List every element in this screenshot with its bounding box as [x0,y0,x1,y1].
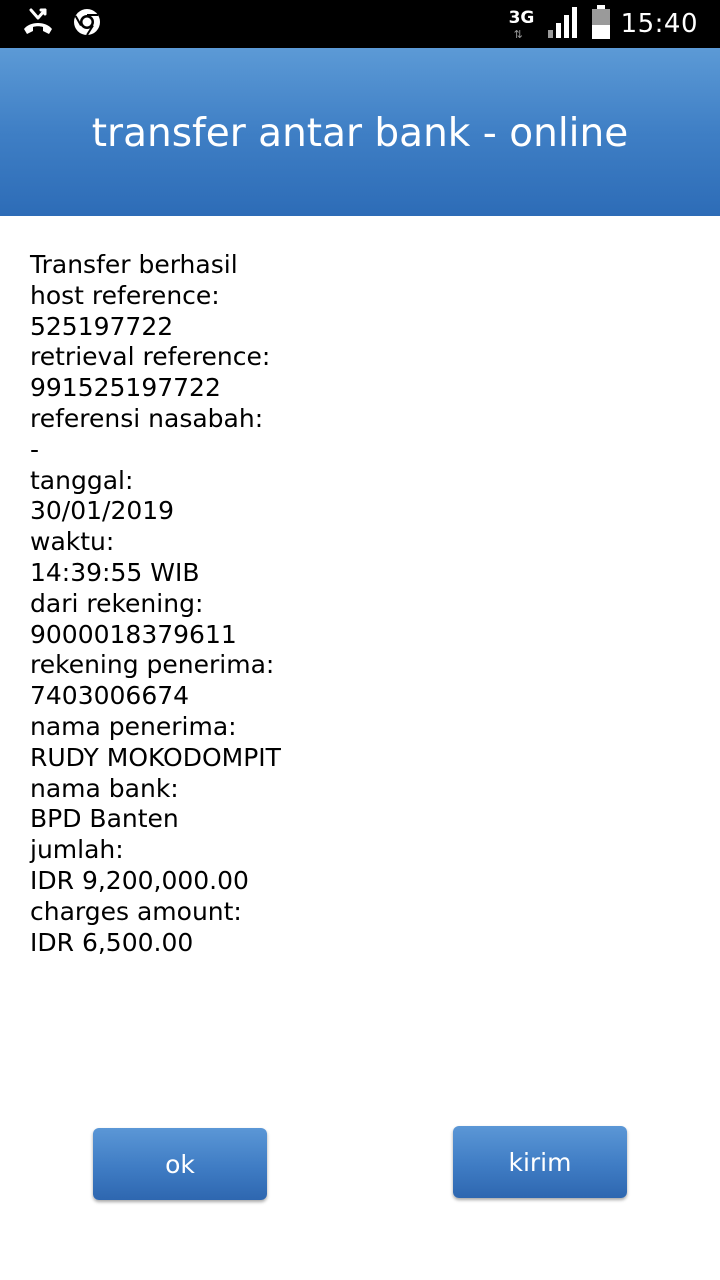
receipt-line: 30/01/2019 [30,496,175,526]
receipt-line: IDR 9,200,000.00 [30,865,249,895]
receipt-line: dari rekening: [30,588,204,618]
network-type [509,6,537,42]
receipt-line: 9000018379611 [30,619,237,649]
transfer-receipt [30,250,690,958]
ok-button[interactable]: ok [93,1128,267,1200]
receipt-line: Transfer berhasil [30,250,238,279]
receipt-line: charges amount: [30,896,242,926]
receipt-line: nama bank: [30,773,179,803]
receipt-line: 14:39:55 WIB [30,557,200,587]
receipt-line: 991525197722 [30,373,221,403]
receipt-line: retrieval reference: [30,342,271,372]
notification-icons [22,6,102,42]
receipt-line: tanggal: [30,465,134,495]
receipt-line: referensi nasabah: [30,403,264,433]
receipt-line: RUDY MOKODOMPIT [30,742,281,772]
missed-call-icon [22,7,54,41]
receipt-line: host reference: [30,280,220,310]
system-indicators [509,4,698,44]
receipt-line: nama penerima: [30,711,237,741]
status-bar [0,0,720,48]
clock: 15:40 [620,9,698,39]
receipt-line: 7403006674 [30,681,190,711]
kirim-button[interactable]: kirim [453,1126,627,1198]
signal-icon [547,6,581,42]
receipt-line: jumlah: [30,835,124,865]
receipt-line: rekening penerima: [30,650,275,680]
page-title: transfer antar bank - online [91,110,629,156]
receipt-line: IDR 6,500.00 [30,927,194,957]
data-activity-icon: ⇅ [513,28,522,41]
receipt-line: waktu: [30,527,115,557]
app-header [0,48,720,216]
receipt-line: 525197722 [30,311,174,341]
network-type-label: 3G [508,8,535,28]
battery-icon [591,5,611,43]
receipt-line: BPD Banten [30,804,179,834]
receipt-line: - [30,434,40,464]
chrome-icon [72,7,102,41]
